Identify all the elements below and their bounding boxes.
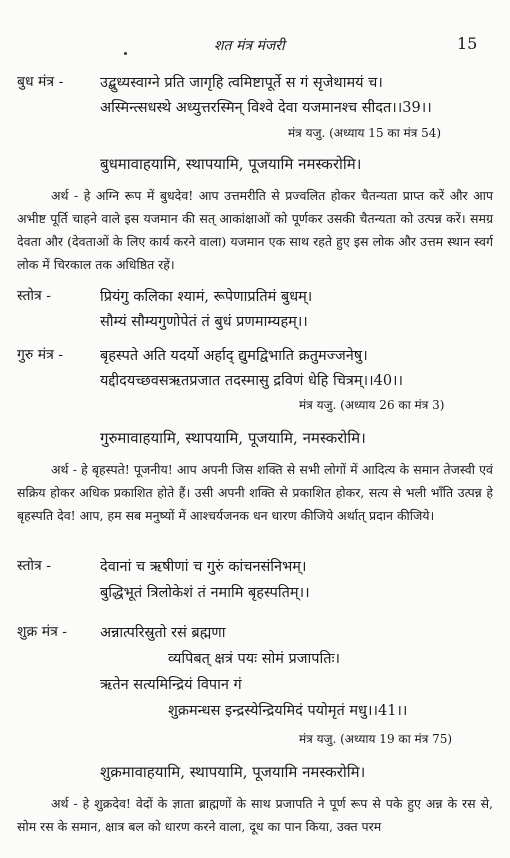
mantra-verse-line: शुक्रमन्धस इन्द्रस्येन्द्रियमिदं पयोमृतं मधु।।41।।: [168, 703, 408, 719]
invocation-line: शुक्रमावाहयामि, स्थापयामि, पूजयामि नमस्करोमि।: [100, 763, 366, 781]
stotra-label: स्तोत्र -: [17, 288, 51, 304]
stotra-line: देवानां च ऋषीणां च गुरुं कांचनसंनिभम्।: [100, 559, 307, 575]
invocation-line: गुरुमावाहयामि, स्थापयामि, पूजयामि, नमस्करोमि।: [100, 429, 366, 447]
stotra-line: सौम्यं सौम्यगुणोपेतं तं बुधं प्रणमाम्यहम्।।: [100, 314, 308, 330]
mantra-verse-line: अन्नात्परिस्रुतो रसं ब्रह्मणा: [100, 625, 226, 641]
mantra-verse-line: ऋतेन सत्यमिन्द्रियं विपान गं: [100, 677, 242, 693]
stotra-line: प्रियंगु कलिका श्यामं, रूपेणाप्रतिमं बुधम्।: [100, 289, 313, 305]
mantra-verse-line: अस्मिन्त्सधस्थे अध्युत्तरस्मिन् विश्वे देवा यजमानश्च सीदत।।39।।: [100, 100, 432, 116]
mantra-verse-line: व्यपिबत् क्षत्रं पयः सोमं प्रजापतिः।: [168, 651, 340, 667]
stotra-line: बुद्धिभूतं त्रिलोकेशं तं नमामि बृहस्पतिम्।।: [100, 585, 310, 601]
mantra-reference: मंत्र यजु. (अध्याय 19 का मंत्र 75): [299, 732, 453, 746]
page-number: 15: [457, 34, 478, 53]
mantra-label-guru: गुरु मंत्र -: [17, 347, 63, 363]
meaning-paragraph: अर्थ - हे अग्नि रूप में बुधदेव! आप उत्तमरीति से प्रज्वलित होकर चैतन्यता प्राप्त करें और आप अभीष्ट पूर्ति चाहने वाले इस यजमान की सत् आकांक्षाओं को पूर्णकर उसकी चैतन्यता को उत्पन्न करें। समग्र देवता और (देवताओं के लिए कार्य करने वाला) यजमान एक साथ रहते हुए इस लोक और उत्तम स्थान स्वर्ग लोक में चिरकाल तक अधिष्ठित रहें।: [17, 188, 493, 272]
meaning-paragraph: अर्थ - हे शुक्रदेव! वेदों के ज्ञाता ब्राह्मणों के साथ प्रजापति ने पूर्ण रूप से पके हुए अन्न के रस से, सोम रस के समान, क्षात्र बल को धारण करने वाला, दूध का पान किया, उक्त परम: [17, 796, 493, 834]
mantra-label-shukra: शुक्र मंत्र -: [17, 624, 68, 640]
invocation-line: बुधमावाहयामि, स्थापयामि, पूजयामि नमस्करोमि।: [100, 155, 362, 173]
stotra-label: स्तोत्र -: [17, 558, 51, 574]
mantra-verse-line: बृहस्पते अति यदर्यो अर्हाद् द्युमद्विभाति क्रतुमज्जनेषु।: [100, 348, 368, 364]
running-header: शत मंत्र मंजरी: [214, 38, 285, 54]
mantra-label-budh: बुध मंत्र -: [17, 74, 64, 90]
mantra-verse-line: उद्बुध्यस्वाग्ने प्रति जागृहि त्वमिष्टापूर्ते स गं सृजेथामयं च।: [100, 75, 383, 91]
ink-speck: [124, 52, 127, 55]
mantra-verse-line: यद्दीदयच्छवसऋतप्रजात तदस्मासु द्रविणं धेहि चित्रम्।।40।।: [100, 373, 404, 389]
meaning-paragraph: अर्थ - हे बृहस्पते! पूजनीय! आप अपनी जिस शक्ति से सभी लोगों में आदित्य के समान तेजस्वी एवं सक्रिय होकर अधिक प्रकाशित होते हैं। उसी अपनी शक्ति से प्रकाशित होकर, सत्य से भली भाँति उत्पन्न हे बृहस्पति देव! आप, हम सब मनुष्यों में आश्चर्यजनक धन धारण कीजिये अर्थात् प्रदान कीजिये।: [17, 462, 493, 523]
mantra-reference: मंत्र यजु. (अध्याय 15 का मंत्र 54): [288, 126, 442, 140]
mantra-reference: मंत्र यजु. (अध्याय 26 का मंत्र 3): [299, 398, 445, 412]
